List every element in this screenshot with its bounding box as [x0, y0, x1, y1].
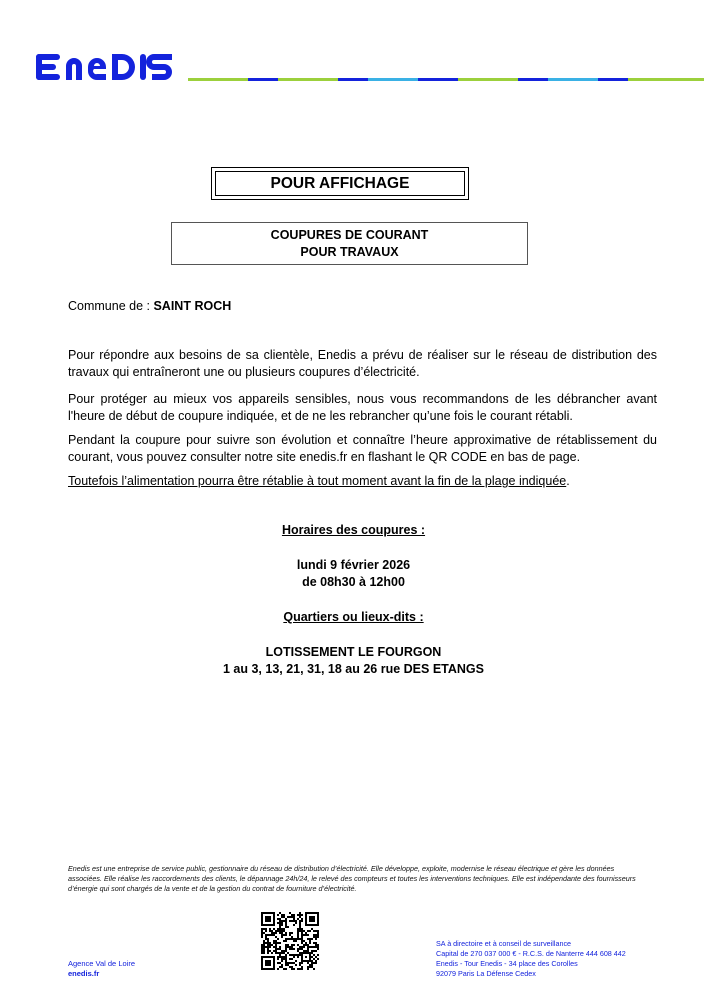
address-line: SA à directoire et à conseil de surveillance — [436, 939, 572, 948]
schedule-date: lundi 9 février 2026 — [296, 558, 411, 572]
enedis-logo-mark — [36, 50, 186, 84]
paragraph-intro: Pour répondre aux besoins de sa clientèle, Enedis a prévu de réaliser sur le réseau de distribution des travaux qui entraîneront une ou plusieurs coupures d’électricité. — [68, 348, 657, 379]
paragraph-devices: Pour protéger au mieux vos appareils sensibles, nous vous recommandons de les débrancher avant l'heure de début de coupure indiquée, et de ne les rebrancher qu’une fois le courant rétabli. — [68, 392, 657, 423]
title-box — [211, 167, 469, 200]
website-link[interactable]: enedis.fr — [68, 969, 100, 978]
notice-title: POUR AFFICHAGE — [215, 171, 465, 196]
subtitle-line1: COUPURES DE COURANT — [270, 228, 429, 242]
location-line2: 1 au 3, 13, 21, 31, 18 au 26 rue DES ETANGS — [222, 662, 484, 676]
enedis-logo — [36, 50, 186, 91]
locations-heading: Quartiers ou lieux-dits : — [283, 610, 424, 624]
commune-label: Commune de : — [68, 299, 154, 313]
schedule-time: de 08h30 à 12h00 — [302, 575, 405, 589]
warning-period: . — [566, 474, 570, 488]
header-stripe — [188, 78, 704, 81]
paragraph-follow: Pendant la coupure pour suivre son évolution et connaître l’heure approximative de rétablissement du courant, vous pouvez consulter notre site enedis.fr en flashant le QR CODE en bas de page. — [68, 433, 657, 464]
subtitle-line2: POUR TRAVAUX — [300, 245, 399, 259]
commune-line — [68, 299, 231, 313]
qr-code[interactable] — [261, 912, 319, 970]
agency-block — [68, 959, 135, 979]
paragraph-warning — [68, 473, 657, 490]
address-line: Capital de 270 037 000 € - R.C.S. de Nanterre 444 608 442 — [436, 949, 626, 958]
commune-name: SAINT ROCH — [153, 299, 232, 313]
agency-name: Agence Val de Loire — [68, 959, 135, 968]
address-line: 92079 Paris La Défense Cedex — [436, 969, 536, 978]
address-line: Enedis - Tour Enedis - 34 place des Corolles — [436, 959, 578, 968]
subtitle-box — [171, 222, 528, 265]
company-address — [436, 939, 626, 979]
warning-text: Toutefois l’alimentation pourra être rétablie à tout moment avant la fin de la plage indiquée — [68, 474, 567, 488]
legal-notice: Enedis est une entreprise de service public, gestionnaire du réseau de distribution d’électricité. Elle développe, exploite, modernise le réseau électrique et gère les données associées. Elle réalise les raccordements des clients, le dépannage 24h/24, le relevé des compteurs et toutes les interventions techniques. Elle est indépendante des fournisseurs d’énergie qui sont chargés de la vente et de la gestion du contrat de fourniture d’électricité. — [68, 864, 636, 893]
schedule-heading: Horaires des coupures : — [281, 523, 426, 537]
location-line1: LOTISSEMENT LE FOURGON — [265, 645, 442, 659]
